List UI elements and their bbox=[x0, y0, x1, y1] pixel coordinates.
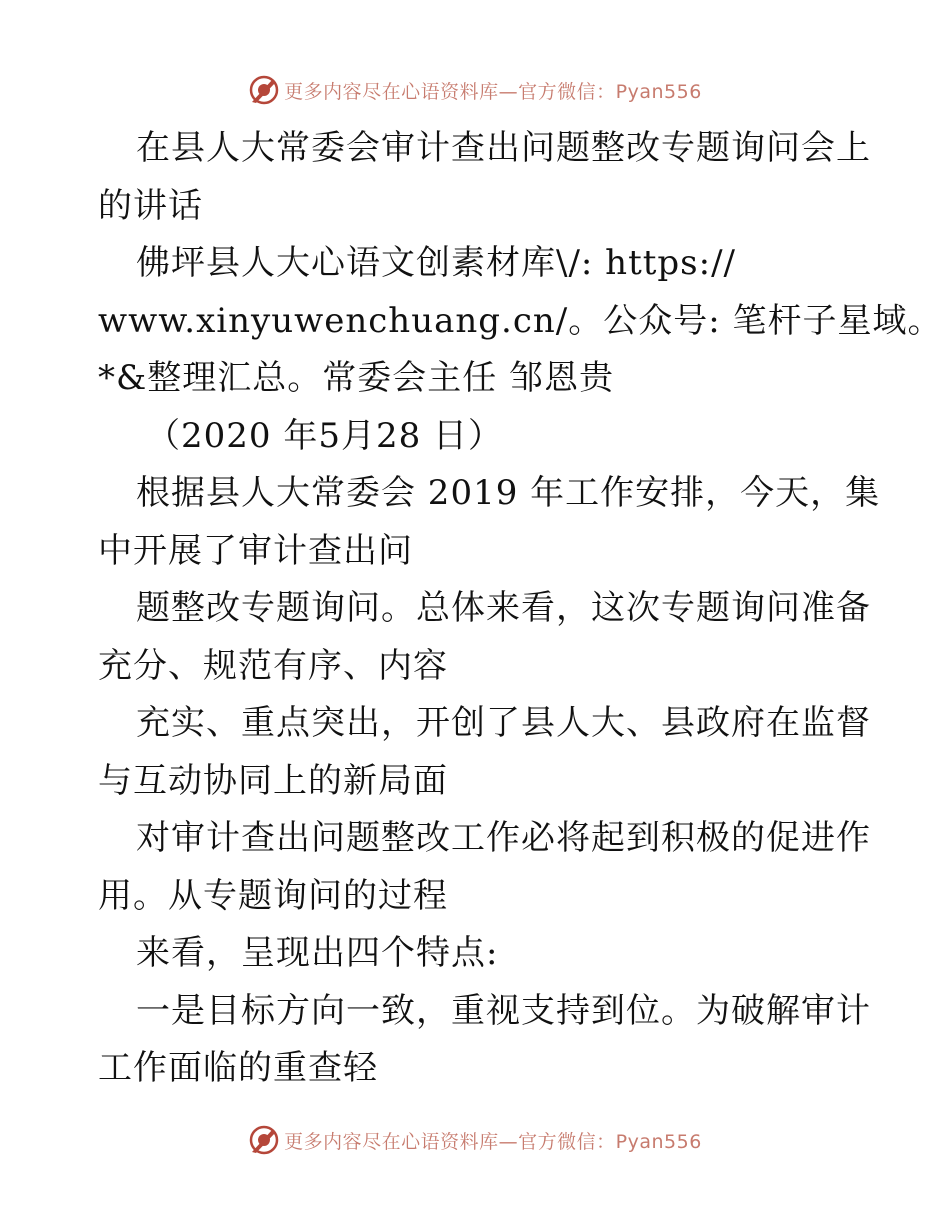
paragraph-line: 根据县人大常委会 2019 年工作安排，今天，集 bbox=[136, 473, 881, 513]
paragraph-line: 工作面临的重查轻 bbox=[98, 1048, 378, 1088]
paragraph-line: 来看，呈现出四个特点: bbox=[136, 933, 499, 973]
footer-banner bbox=[0, 1120, 950, 1160]
source-line-2: www.xinyuwenchuang.cn/。公众号: 笔杆子星域。 bbox=[98, 300, 943, 341]
paragraph-line: 充实、重点突出，开创了县人大、县政府在监督 bbox=[136, 703, 871, 743]
date-line: （2020 年5月28 日） bbox=[146, 415, 504, 456]
banner-text: 更多内容尽在心语资料库—官方微信：Pyan556 bbox=[284, 1130, 702, 1153]
paragraph-line: 充分、规范有序、内容 bbox=[98, 645, 448, 686]
paragraph-line: 中开展了审计查出问 bbox=[98, 530, 413, 571]
author-line: *&整理汇总。常委会主任 邹恩贵 bbox=[98, 358, 615, 398]
title-line-2: 的讲话 bbox=[98, 185, 203, 226]
document-body bbox=[98, 120, 943, 1110]
banner-text: 更多内容尽在心语资料库—官方微信：Pyan556 bbox=[284, 80, 702, 103]
source-line-1: 佛坪县人大心语文创素材库\/: https:// bbox=[136, 243, 736, 283]
paragraph-line: 用。从专题询问的过程 bbox=[98, 875, 448, 916]
paragraph-line: 对审计查出问题整改工作必将起到积极的促进作 bbox=[136, 818, 871, 858]
paragraph-line: 一是目标方向一致，重视支持到位。为破解审计 bbox=[136, 990, 871, 1031]
paragraph-line: 与互动协同上的新局面 bbox=[98, 760, 448, 801]
pen-logo-icon bbox=[248, 74, 280, 106]
title-line-1: 在县人大常委会审计查出问题整改专题询问会上 bbox=[136, 128, 871, 168]
pen-logo-icon bbox=[248, 1124, 280, 1156]
header-banner bbox=[0, 70, 950, 110]
paragraph-line: 题整改专题询问。总体来看，这次专题询问准备 bbox=[136, 588, 871, 628]
